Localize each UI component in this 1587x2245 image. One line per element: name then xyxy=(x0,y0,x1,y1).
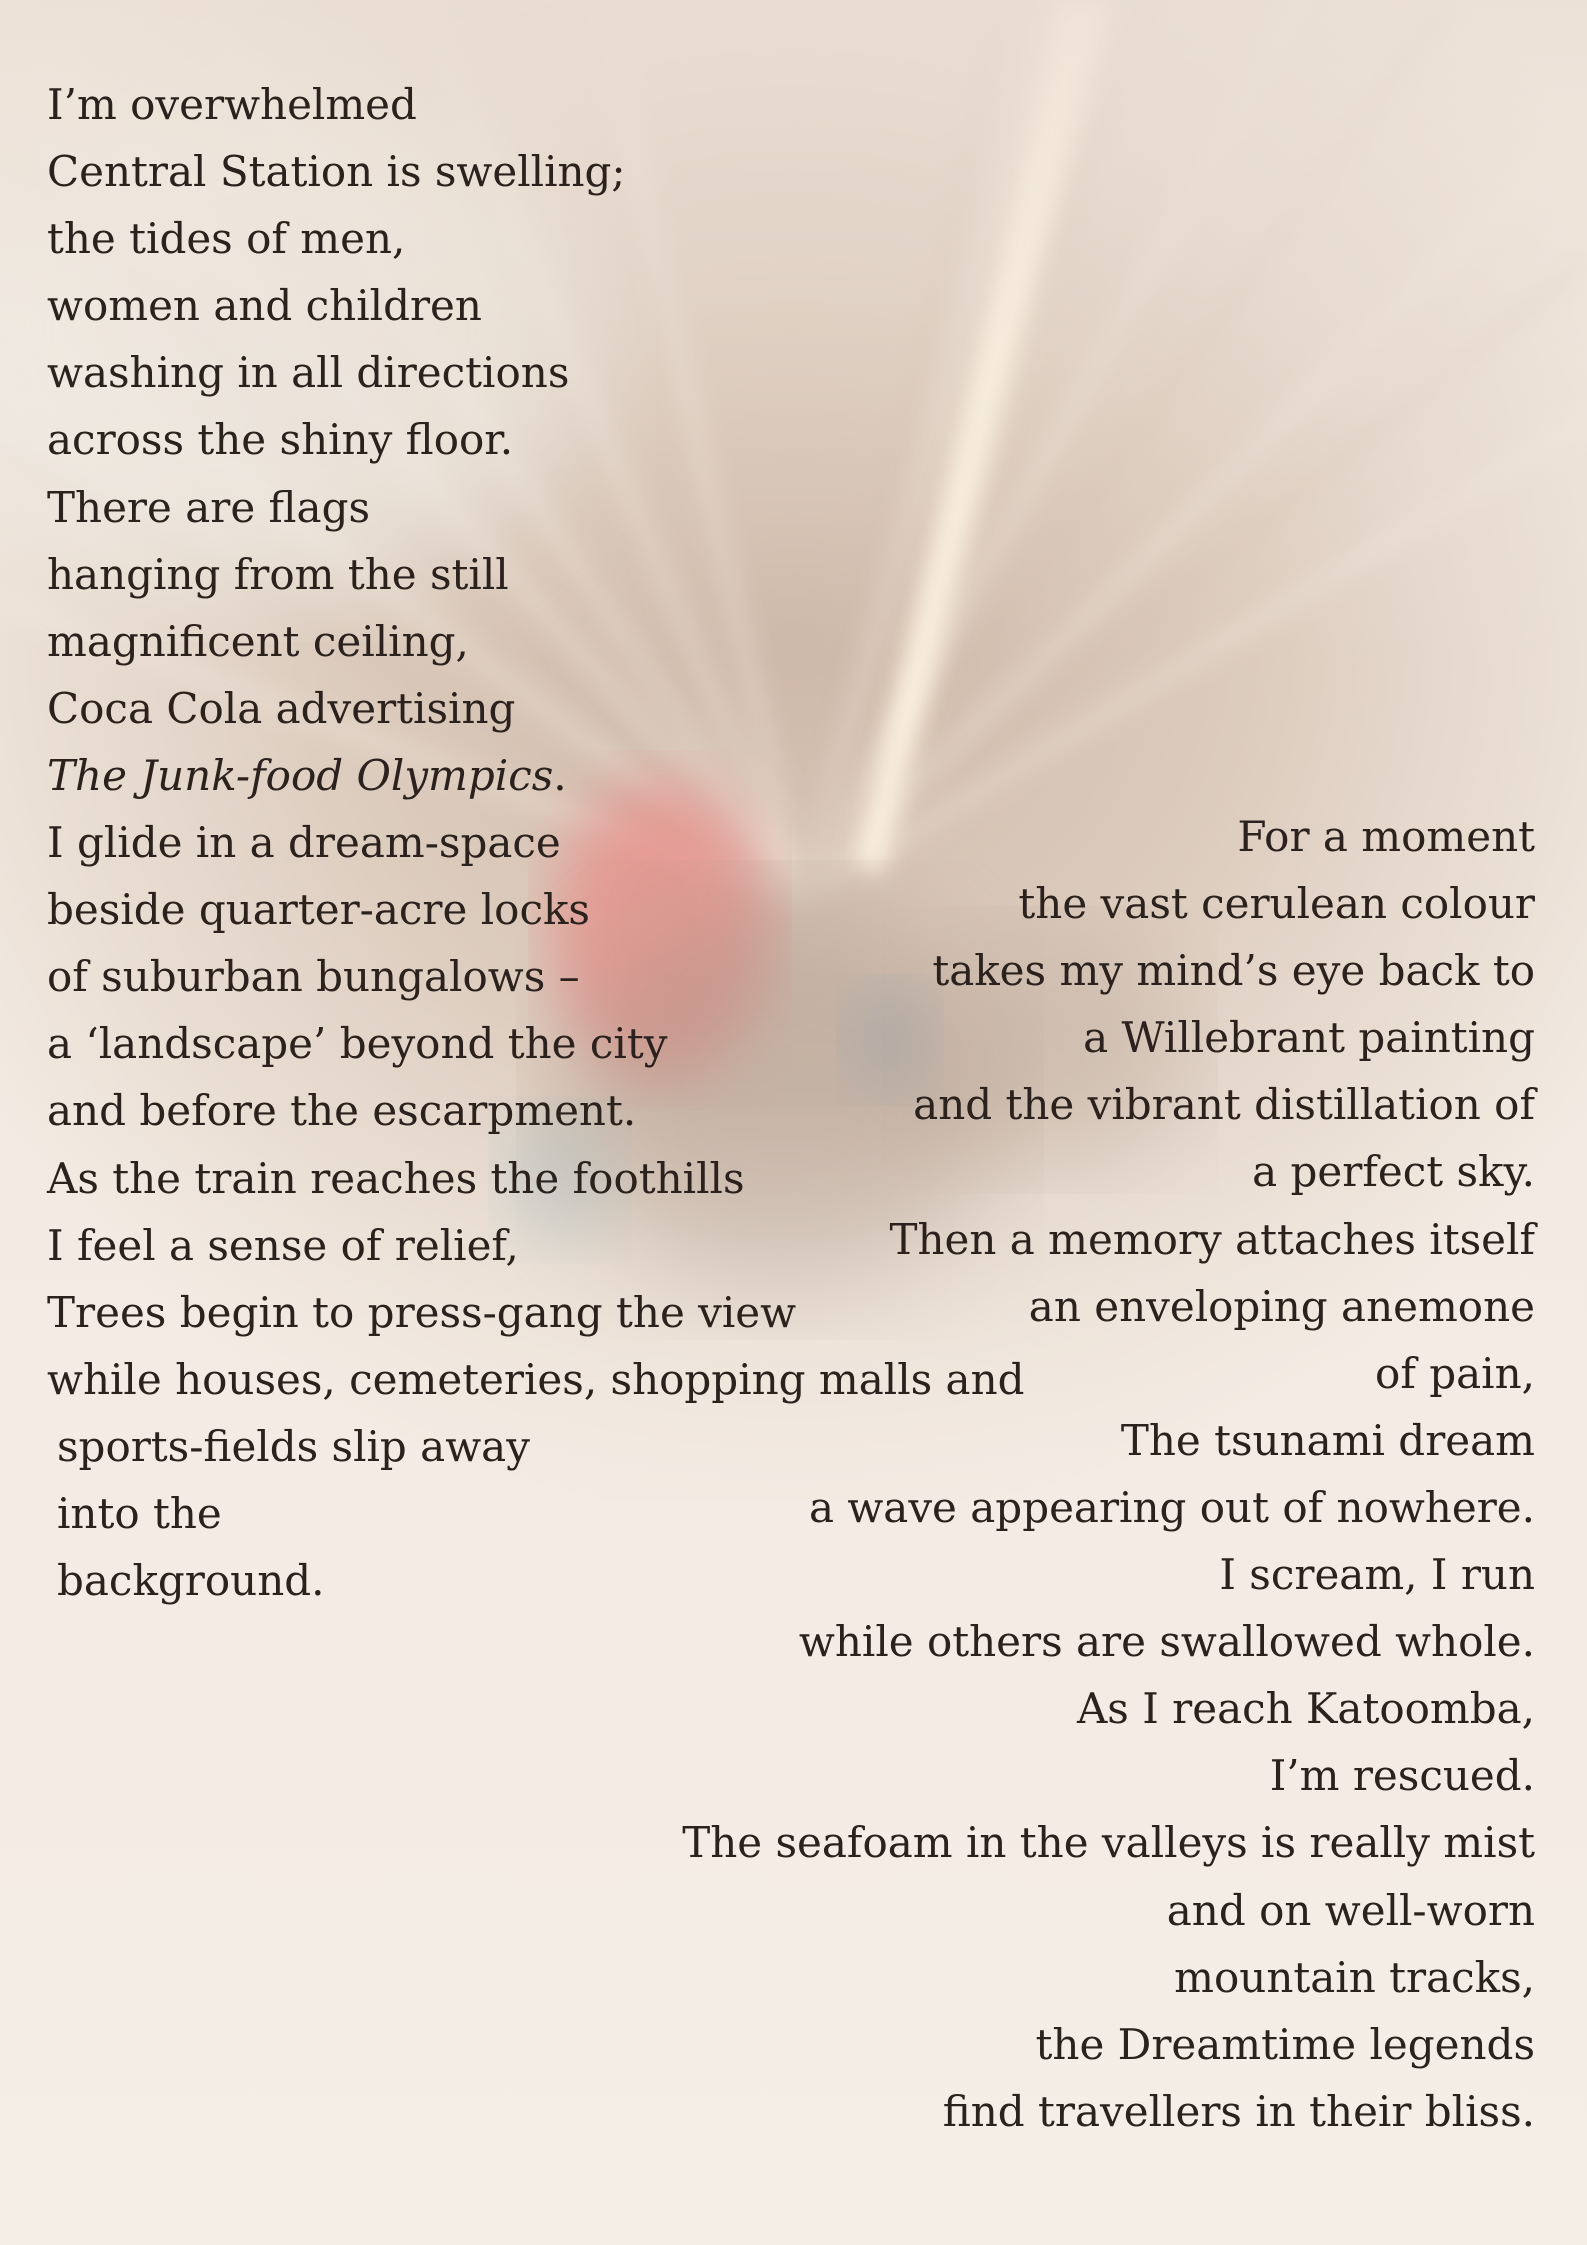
poem-line: The tsunami dream xyxy=(1120,1415,1535,1465)
italic-title: The Junk-food Olympics xyxy=(47,750,554,800)
poem-line: across the shiny floor. xyxy=(47,415,514,465)
poem-line: I feel a sense of relief, xyxy=(47,1220,519,1270)
poem-line: Trees begin to press-gang the view xyxy=(47,1287,797,1337)
poem-line: hanging from the still xyxy=(47,549,509,599)
poem-line: and on well-worn xyxy=(1166,1885,1535,1935)
poem-line: washing in all directions xyxy=(47,348,570,398)
poem-line: I glide in a dream-space xyxy=(47,818,561,868)
poem-line: and before the escarpment. xyxy=(47,1086,637,1136)
poem-line: find travellers in their bliss. xyxy=(942,2086,1535,2136)
poem-line: The seafoam in the valleys is really mist xyxy=(682,1818,1535,1868)
poem-line: women and children xyxy=(47,281,482,331)
poem-line: a wave appearing out of nowhere. xyxy=(808,1482,1535,1532)
poem-line: For a moment xyxy=(1237,812,1535,861)
poem-line: Central Station is swelling; xyxy=(47,147,626,197)
poem-line: As the train reaches the foothills xyxy=(47,1153,745,1203)
poem-line: background. xyxy=(57,1556,325,1606)
poem-line: magnificent ceiling, xyxy=(47,616,469,666)
poem-line: I scream, I run xyxy=(1219,1550,1535,1600)
poem-line: the Dreamtime legends xyxy=(1035,2019,1535,2069)
poem-line: of suburban bungalows – xyxy=(47,952,580,1002)
poem-line: an enveloping anemone xyxy=(1028,1281,1535,1331)
poem-line: As I reach Katoomba, xyxy=(1076,1684,1535,1734)
poem-line: There are flags xyxy=(47,482,371,532)
poem-line: takes my mind’s eye back to xyxy=(932,946,1535,996)
poem-line: I’m overwhelmed xyxy=(47,80,417,129)
poem-line: into the xyxy=(57,1488,222,1538)
poem-line: and the vibrant distillation of xyxy=(913,1080,1535,1130)
poem-line: the tides of men, xyxy=(47,214,406,264)
poem-line: a perfect sky. xyxy=(1252,1147,1535,1197)
poem-line: a ‘landscape’ beyond the city xyxy=(47,1019,668,1069)
poem-line: mountain tracks, xyxy=(1174,1952,1535,2002)
poem-line: the vast cerulean colour xyxy=(1018,879,1535,929)
poem-line: sports-fields slip away xyxy=(57,1421,530,1471)
poem-right-column xyxy=(682,803,1535,2145)
poem-line: while houses, cemeteries, shopping malls and xyxy=(47,1354,1025,1404)
poem-line: I’m rescued. xyxy=(1269,1751,1535,1801)
punctuation: . xyxy=(553,750,567,800)
poem-line: beside quarter-acre locks xyxy=(47,885,590,935)
poem-line: Coca Cola advertising xyxy=(47,683,516,733)
poem-line xyxy=(47,742,1025,809)
poem-line: Then a memory attaches itself xyxy=(889,1214,1535,1264)
poem-line: of pain, xyxy=(1375,1348,1535,1398)
poem-line: a Willebrant painting xyxy=(1083,1013,1535,1063)
poem-line: while others are swallowed whole. xyxy=(798,1617,1535,1667)
